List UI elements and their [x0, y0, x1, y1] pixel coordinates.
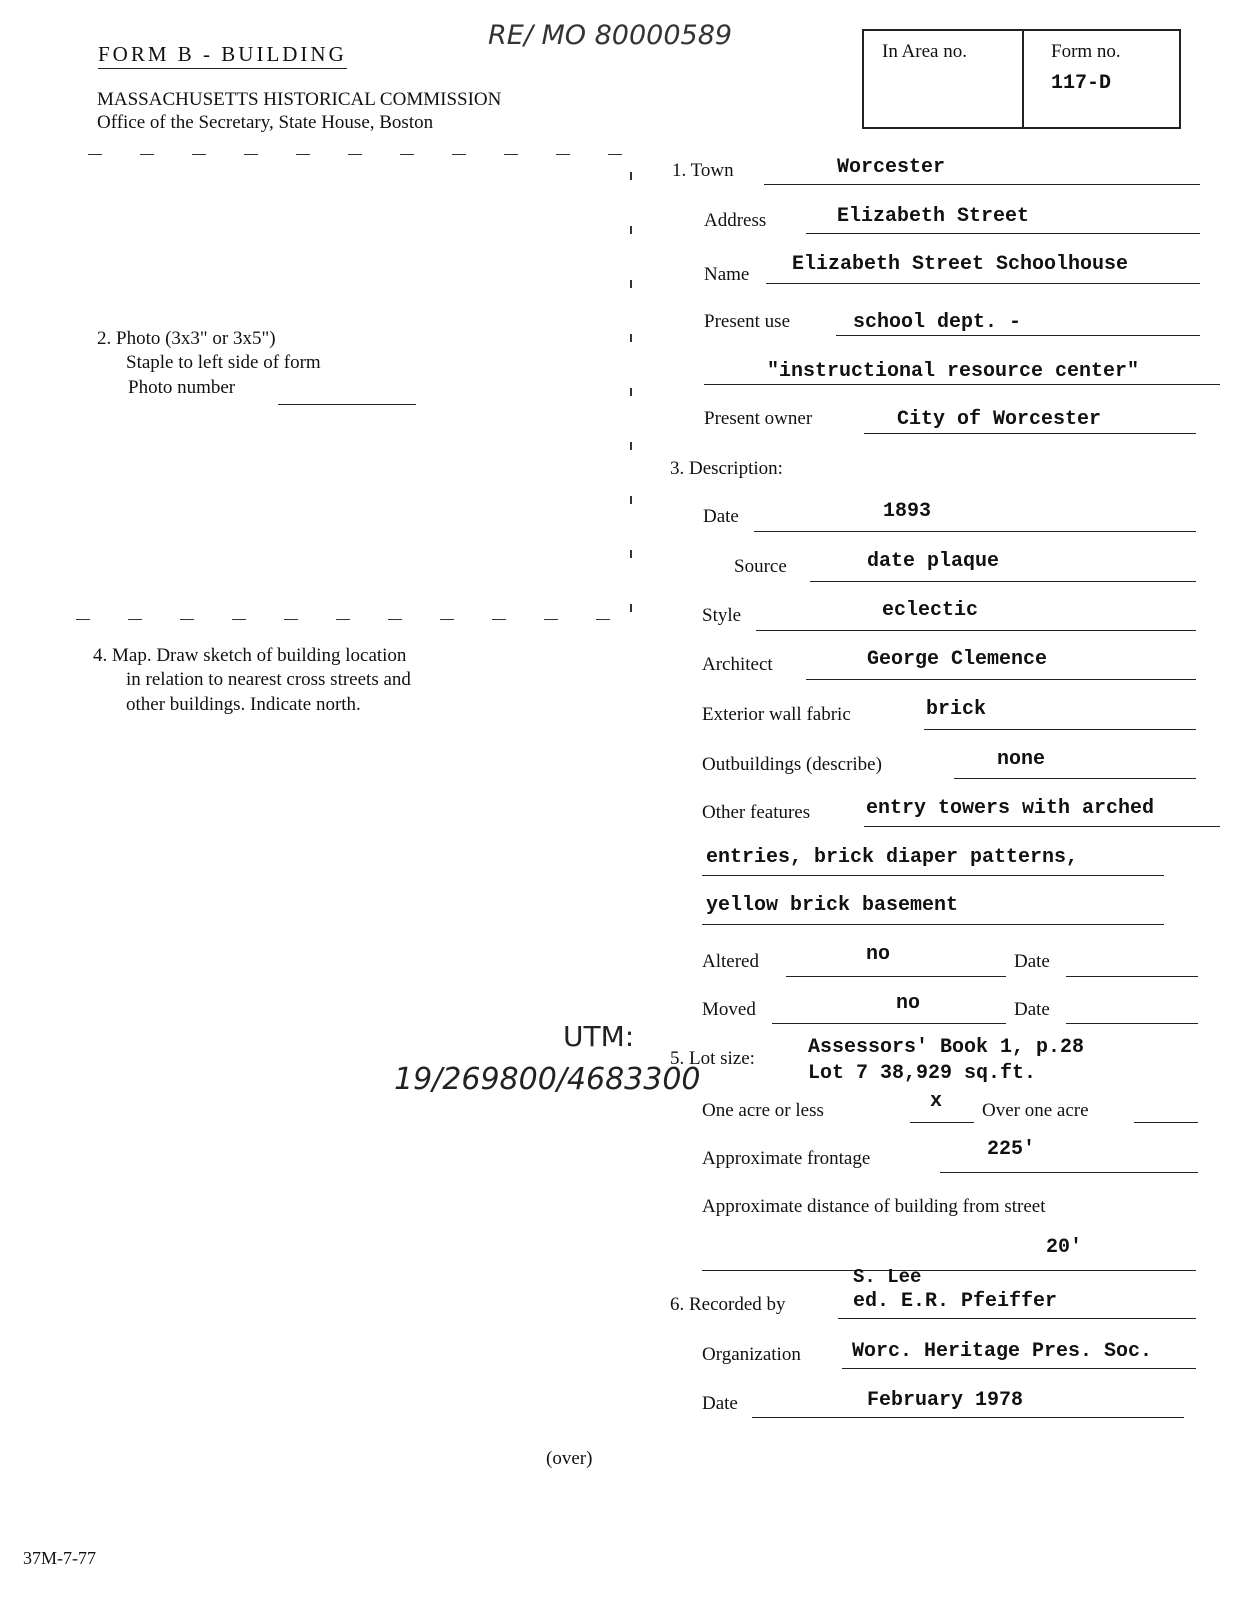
acre-less-label: One acre or less [702, 1100, 824, 1121]
altered-value[interactable]: no [866, 943, 891, 966]
date-line [754, 531, 1196, 532]
handwritten-code: RE/ MO 80000589 [488, 20, 733, 51]
present-use-value-2[interactable]: "instructional resource center" [767, 360, 1140, 383]
name-label: Name [704, 264, 750, 285]
moved-label: Moved [702, 999, 756, 1020]
altered-date-label: Date [1014, 951, 1050, 972]
other-features-value-3[interactable]: yellow brick basement [706, 894, 959, 917]
distance-value[interactable]: 20' [1046, 1236, 1083, 1259]
exterior-label: Exterior wall fabric [702, 704, 851, 725]
office-address: Office of the Secretary, State House, Boston [97, 112, 434, 133]
organization-label: Organization [702, 1344, 801, 1365]
other-features-line-1 [864, 826, 1220, 827]
photo-number-label: Photo number [128, 377, 236, 398]
frame-dash [492, 619, 506, 620]
utm-label: UTM: [563, 1020, 635, 1053]
acre-over-label: Over one acre [982, 1100, 1089, 1121]
frame-dash [544, 619, 558, 620]
frame-dash [140, 154, 154, 155]
frame-dash [88, 154, 102, 155]
other-features-line-3 [702, 924, 1164, 925]
outbuildings-value[interactable]: none [997, 748, 1046, 771]
frame-dash [296, 154, 310, 155]
frame-dash [348, 154, 362, 155]
over-note: (over) [546, 1448, 593, 1469]
frame-dash [630, 226, 632, 234]
altered-date-line [1066, 976, 1198, 977]
frame-dash [504, 154, 518, 155]
frame-dash [388, 619, 402, 620]
recorded-by-value-1[interactable]: S. Lee [853, 1266, 922, 1288]
moved-value[interactable]: no [896, 992, 921, 1015]
frame-dash [630, 442, 632, 450]
frame-dash [556, 154, 570, 155]
area-cell [864, 31, 1024, 127]
frame-dash [180, 619, 194, 620]
present-use-value-1[interactable]: school dept. - [853, 311, 1022, 334]
exterior-value[interactable]: brick [926, 698, 987, 721]
frame-dash [630, 172, 632, 180]
present-owner-line [864, 433, 1196, 434]
lot-size-value-1[interactable]: Assessors' Book 1, p.28 [808, 1036, 1085, 1059]
moved-date-label: Date [1014, 999, 1050, 1020]
organization-line [842, 1368, 1196, 1369]
present-use-line-1 [836, 335, 1200, 336]
other-features-value-2[interactable]: entries, brick diaper patterns, [706, 846, 1079, 869]
outbuildings-label: Outbuildings (describe) [702, 754, 882, 775]
present-owner-label: Present owner [704, 408, 813, 429]
other-features-line-2 [702, 875, 1164, 876]
photo-label: 2. Photo (3x3" or 3x5") [97, 328, 276, 349]
frame-dash [630, 388, 632, 396]
frame-dash [284, 619, 298, 620]
town-value[interactable]: Worcester [837, 156, 946, 179]
style-line [756, 630, 1196, 631]
frame-dash [630, 550, 632, 558]
distance-label: Approximate distance of building from street [702, 1196, 1046, 1217]
acre-less-value[interactable]: x [930, 1090, 943, 1113]
form-no-value: 117-D [1051, 72, 1112, 95]
frame-dash [630, 280, 632, 288]
town-label: 1. Town [672, 160, 734, 181]
altered-label: Altered [702, 951, 759, 972]
style-label: Style [702, 605, 742, 626]
style-value[interactable]: eclectic [882, 599, 979, 622]
recorded-by-line [838, 1318, 1196, 1319]
map-instruction-2: other buildings. Indicate north. [126, 694, 361, 715]
lot-size-value-2[interactable]: Lot 7 38,929 sq.ft. [808, 1062, 1037, 1085]
recorded-date-label: Date [702, 1393, 738, 1414]
acre-over-line [1134, 1122, 1198, 1123]
date-label: Date [703, 506, 739, 527]
distance-line [702, 1270, 1196, 1271]
frontage-line [940, 1172, 1198, 1173]
present-owner-value[interactable]: City of Worcester [897, 408, 1102, 431]
name-value[interactable]: Elizabeth Street Schoolhouse [792, 253, 1129, 276]
altered-line [786, 976, 1006, 977]
address-value[interactable]: Elizabeth Street [837, 205, 1030, 228]
frontage-value[interactable]: 225' [987, 1138, 1036, 1161]
area-form-box [862, 29, 1181, 129]
moved-date-line [1066, 1023, 1198, 1024]
exterior-line [924, 729, 1196, 730]
frame-dash [630, 334, 632, 342]
frame-dash [596, 619, 610, 620]
map-instruction-1: in relation to nearest cross streets and [126, 669, 411, 690]
outbuildings-line [954, 778, 1196, 779]
form-code: 37M-7-77 [23, 1548, 96, 1568]
frontage-label: Approximate frontage [702, 1148, 871, 1169]
recorded-by-label: 6. Recorded by [670, 1294, 786, 1315]
description-label: 3. Description: [670, 458, 783, 479]
present-use-label: Present use [704, 311, 791, 332]
map-label: 4. Map. Draw sketch of building location [93, 645, 407, 666]
address-label: Address [704, 210, 767, 231]
acre-less-line [910, 1122, 974, 1123]
architect-line [806, 679, 1196, 680]
organization-value[interactable]: Worc. Heritage Pres. Soc. [852, 1340, 1153, 1363]
present-use-line-2 [704, 384, 1220, 385]
architect-value[interactable]: George Clemence [867, 648, 1048, 671]
other-features-label: Other features [702, 802, 811, 823]
recorded-by-value-2[interactable]: ed. E.R. Pfeiffer [853, 1290, 1058, 1313]
frame-dash [128, 619, 142, 620]
commission-name: MASSACHUSETTS HISTORICAL COMMISSION [97, 89, 502, 110]
utm-value: 19/269800/4683300 [394, 1062, 701, 1097]
moved-line [772, 1023, 1006, 1024]
recorded-date-line [752, 1417, 1184, 1418]
form-title: FORM B - BUILDING [98, 42, 347, 69]
frame-dash [336, 619, 350, 620]
name-line [766, 283, 1200, 284]
source-value[interactable]: date plaque [867, 550, 1000, 573]
architect-label: Architect [702, 654, 773, 675]
address-line [806, 233, 1200, 234]
frame-dash [608, 154, 622, 155]
town-line [764, 184, 1200, 185]
lot-size-label: 5. Lot size: [670, 1048, 755, 1069]
date-value[interactable]: 1893 [883, 500, 932, 523]
frame-dash [440, 619, 454, 620]
frame-dash [452, 154, 466, 155]
frame-dash [192, 154, 206, 155]
recorded-date-value[interactable]: February 1978 [867, 1389, 1024, 1412]
photo-number-line [278, 404, 416, 405]
source-label: Source [734, 556, 787, 577]
frame-dash [400, 154, 414, 155]
photo-instruction: Staple to left side of form [126, 352, 321, 373]
frame-dash [232, 619, 246, 620]
other-features-value-1[interactable]: entry towers with arched [866, 797, 1155, 820]
frame-dash [244, 154, 258, 155]
frame-dash [630, 604, 632, 612]
form-no-label: Form no. [1051, 41, 1121, 62]
frame-dash [630, 496, 632, 504]
area-label: In Area no. [882, 41, 967, 62]
source-line [810, 581, 1196, 582]
frame-dash [76, 619, 90, 620]
